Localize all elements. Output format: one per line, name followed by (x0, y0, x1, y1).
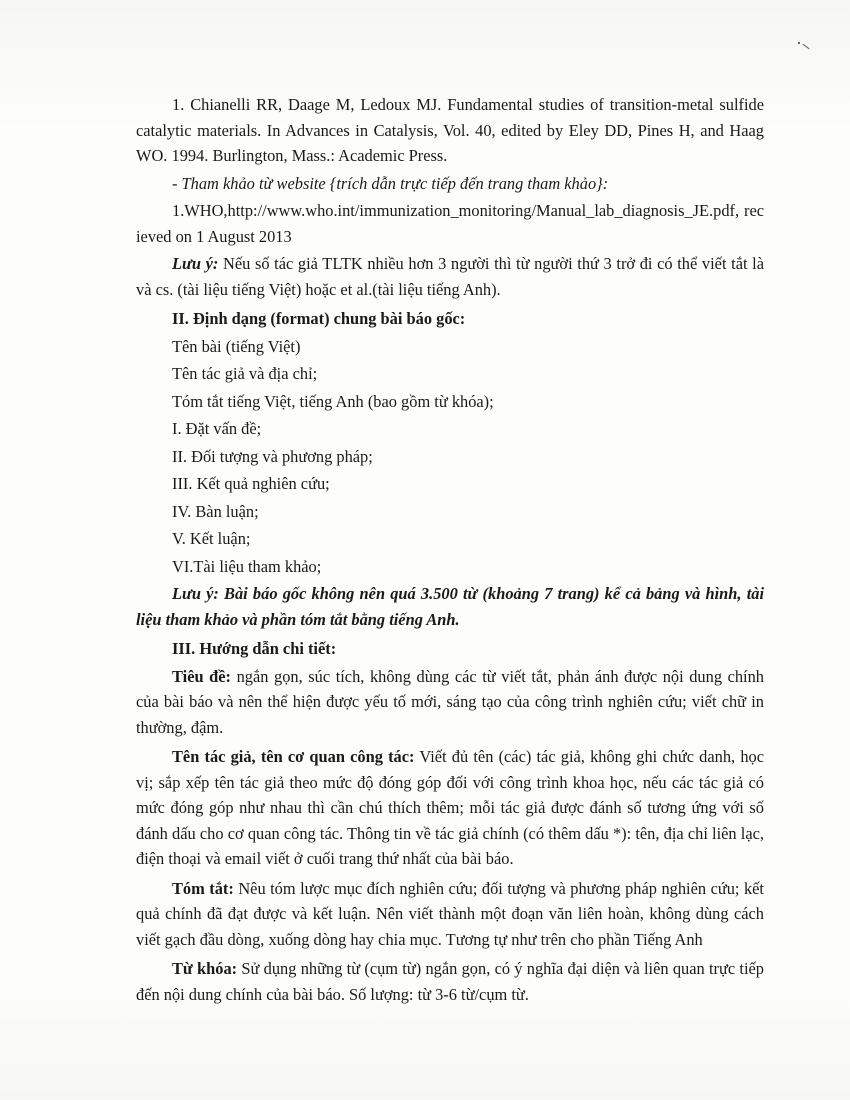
format-item: Tóm tắt tiếng Việt, tiếng Anh (bao gồm từ khóa); (172, 391, 494, 411)
detail-keywords (136, 956, 764, 1007)
note-text: Nếu số tác giả TLTK nhiều hơn 3 người thì từ người thứ 3 trở đi có thể viết tắt là và cs. (tài liệu tiếng Việt) hoặc et al.(tài liệu tiếng Anh). (136, 254, 765, 299)
note-authors (136, 251, 764, 302)
format-item: V. Kết luận; (172, 529, 251, 548)
scan-speck (798, 40, 810, 50)
detail-text: Nêu tóm lược mục đích nghiên cứu; đối tượng và phương pháp nghiên cứu; kết quả chính đã đạt được và kết luận. Nên viết thành một đoạn văn liên hoàn, không dùng cách viết gạch đầu dòng, xuống dòng hay chia mục. Tương tự như trên cho phần Tiếng Anh (136, 878, 764, 949)
detail-label: Tên tác giả, tên cơ quan công tác: (172, 747, 415, 766)
format-item: Tên bài (tiếng Việt) (172, 336, 301, 356)
note-label: Lưu ý: (172, 254, 219, 273)
format-item: VI.Tài liệu tham khảo; (172, 556, 322, 576)
format-item: IV. Bàn luận; (172, 501, 259, 521)
detail-text: Viết đủ tên (các) tác giả, không ghi chức danh, học vị; sắp xếp tên tác giả theo mức độ đóng góp đối với công trình khoa học, nếu các tác giả có mức đóng góp như nhau thì cần chú thích thêm; mỗi tác giả được đánh số tương ứng với số đánh dấu cho cơ quan công tác. Thông tin về tác giả chính (có thêm dấu *): tên, địa chỉ liên lạc, điện thoại và email viết ở cuối trang thứ nhất của bài báo. (136, 747, 764, 868)
detail-label: Tóm tắt: (172, 878, 234, 898)
detail-abstract (136, 876, 764, 953)
detail-text: ngắn gọn, súc tích, không dùng các từ viết tắt, phản ánh được nội dung chính của bài báo và nên thể hiện được yếu tố mới, sáng tạo của công trình nghiên cứu; viết chữ in thường, đậm. (136, 666, 765, 737)
website-reference-note: - Tham khảo từ website {trích dẫn trực tiếp đến trang tham khảo}: (172, 173, 609, 193)
detail-author (136, 744, 764, 872)
format-list (136, 334, 764, 580)
reference-web-1: 1.WHO,http://www.who.int/immunization_monitoring/Manual_lab_diagnosis_JE.pdf, recieved on 1 August 2013 (136, 201, 764, 246)
detail-text: Sử dụng những từ (cụm từ) ngắn gọn, có ý nghĩa đại diện và liên quan trực tiếp đến nội dung chính của bài báo. Số lượng: từ 3-6 từ/cụm từ. (136, 959, 764, 1004)
reference-1: 1. Chianelli RR, Daage M, Ledoux MJ. Fundamental studies of transition-metal sulfide catalytic materials. In Advances in Catalysis, Vol. 40, edited by Eley DD, Pines H, and Haag WO. 1994. Burlington, Mass.: Academic Press. (136, 95, 764, 165)
detail-label: Tiêu đề: (172, 666, 232, 686)
detail-title (136, 664, 764, 741)
format-item: I. Đặt vấn đề; (172, 419, 262, 438)
format-item: II. Đối tượng và phương pháp; (172, 446, 373, 466)
section-3-heading: III. Hướng dẫn chi tiết: (172, 639, 337, 658)
format-item: III. Kết quả nghiên cứu; (172, 474, 330, 493)
note-text: Bài báo gốc không nên quá 3.500 từ (khoảng 7 trang) kể cả bảng và hình, tài liệu tham khảo và phần tóm tắt bằng tiếng Anh. (136, 584, 765, 629)
format-item: Tên tác giả và địa chỉ; (172, 364, 318, 383)
section-2-heading: II. Định dạng (format) chung bài báo gốc: (172, 309, 466, 328)
note-label: Lưu ý: (172, 584, 219, 603)
detail-label: Từ khóa: (172, 959, 238, 978)
note-length (136, 581, 764, 632)
document-body (136, 92, 764, 1007)
